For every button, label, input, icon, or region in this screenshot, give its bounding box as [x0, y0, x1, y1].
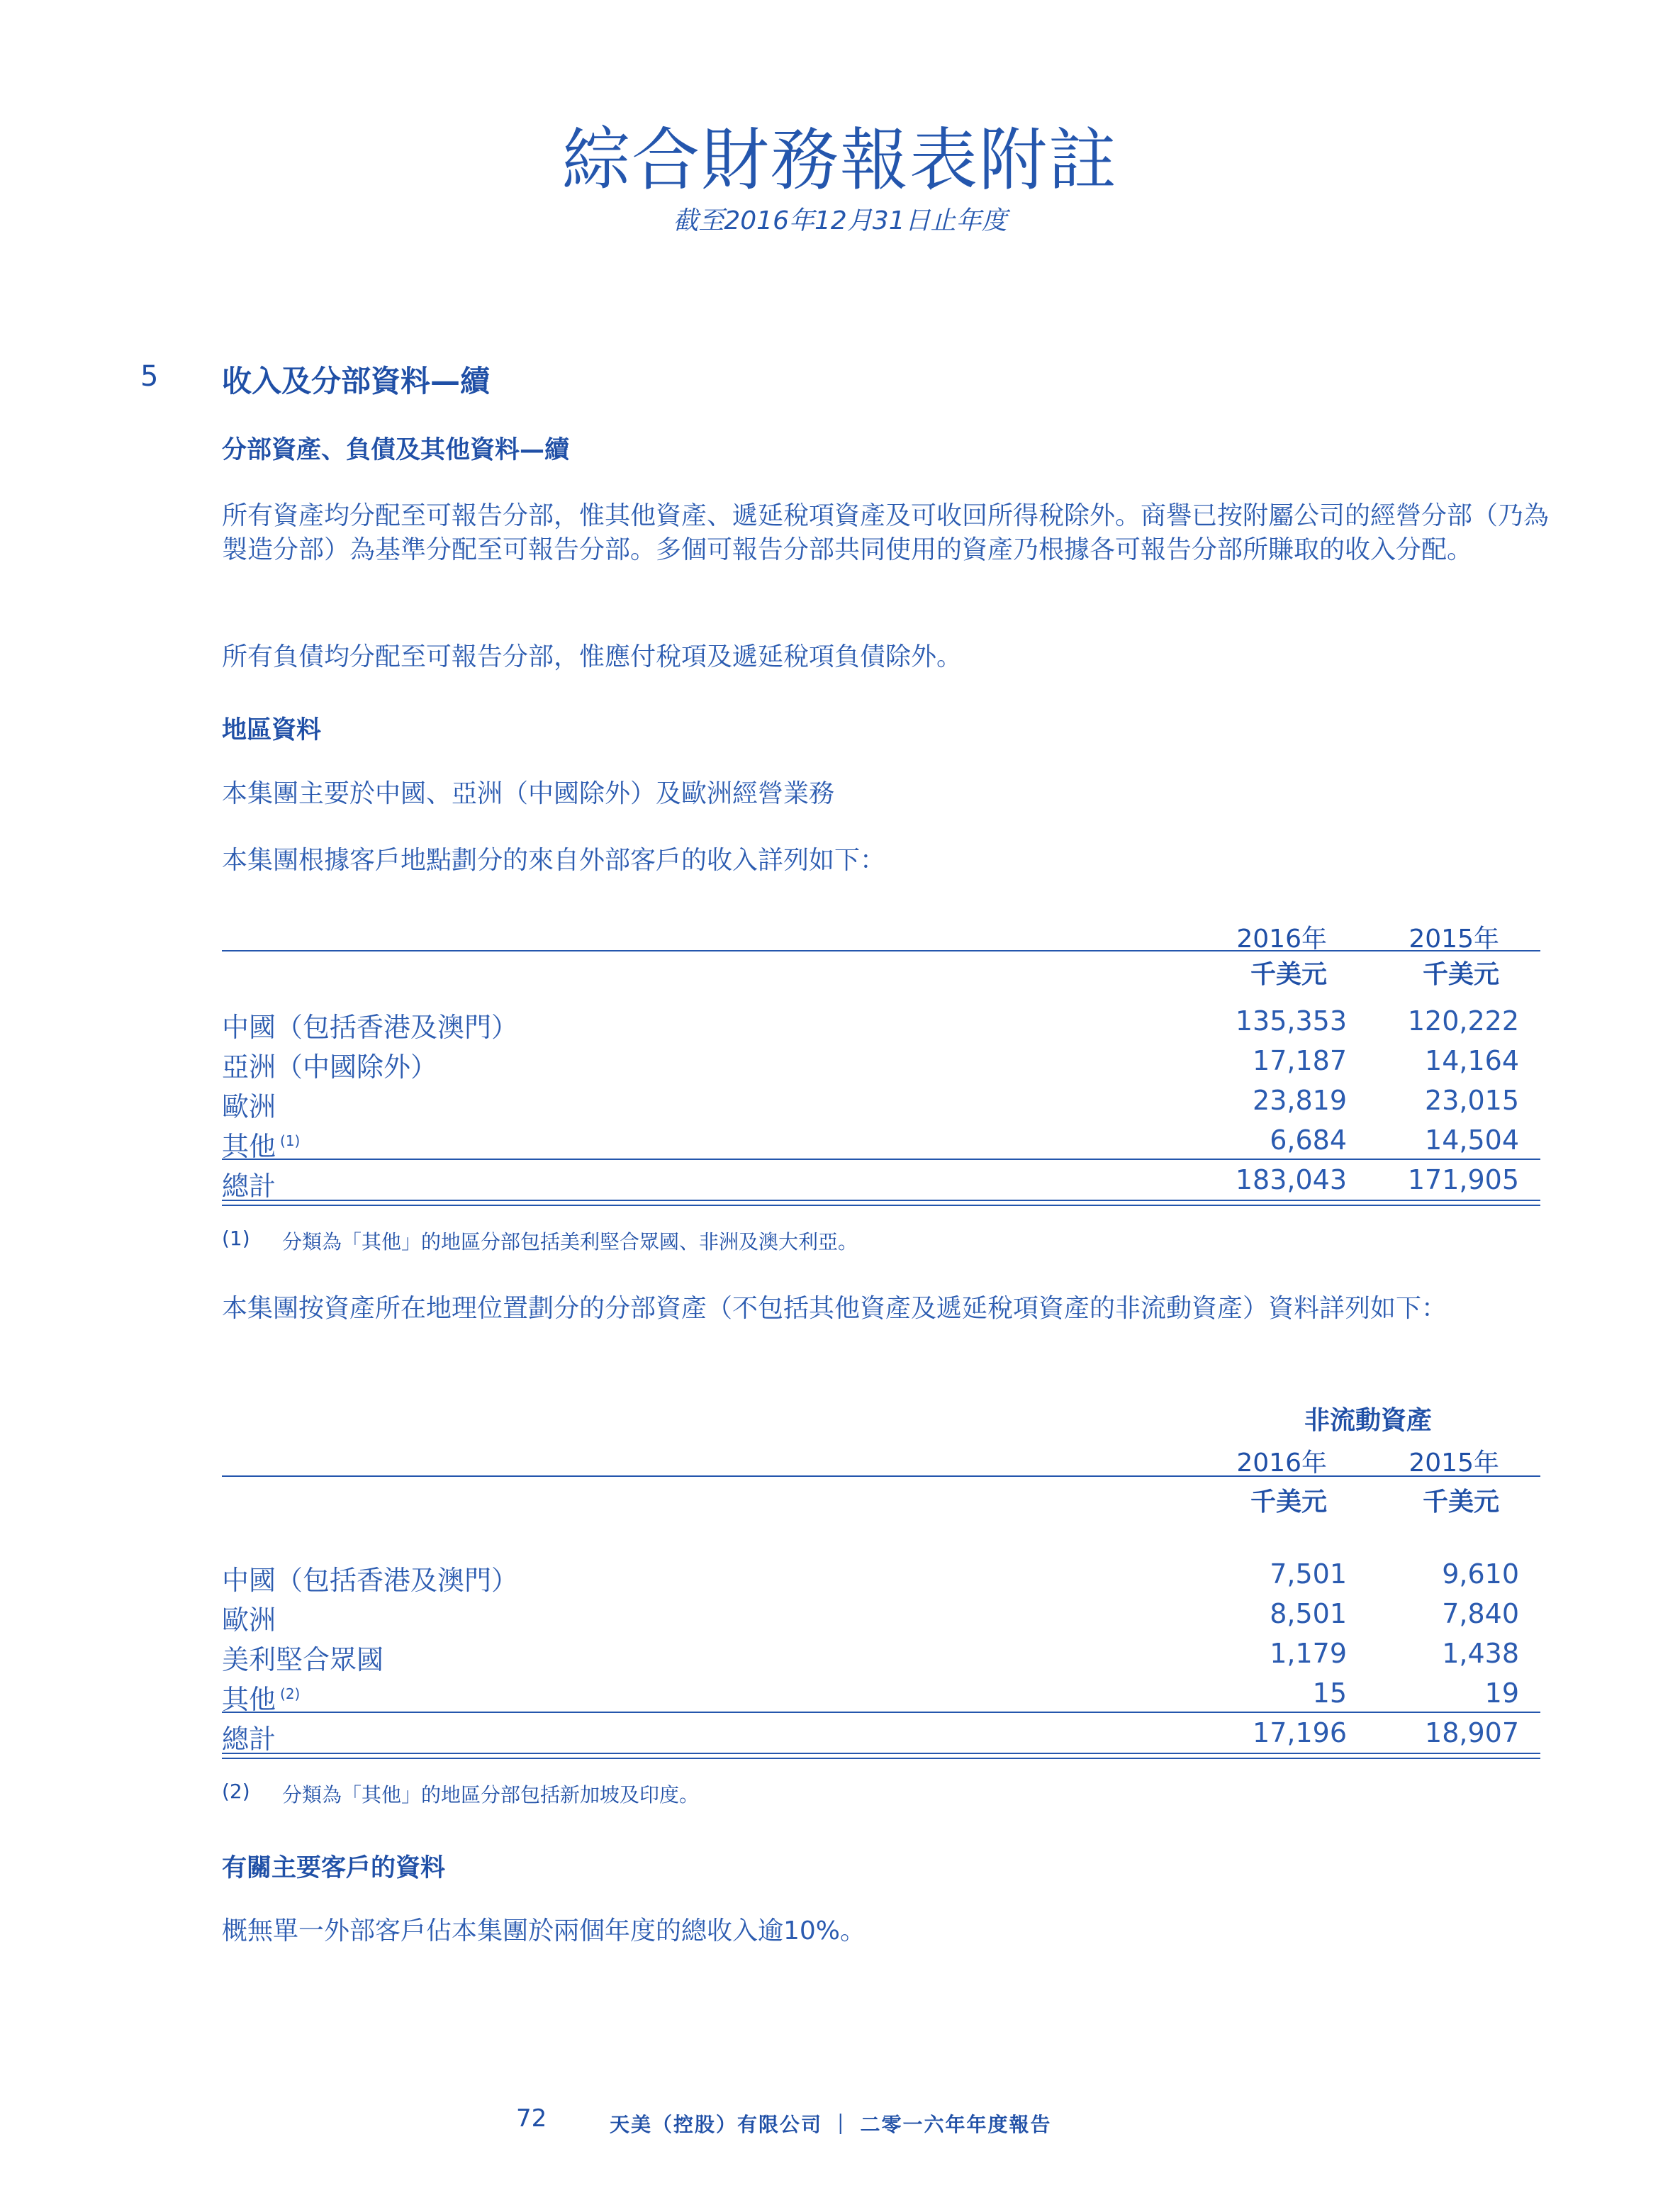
segment-assets-paragraph-1: 所有資產均分配至可報告分部，惟其他資產、遞延稅項資產及可收回所得稅除外。商譽已按附屬公司的經營分部（乃為製造分部）為基準分配至可報告分部。多個可報告分部共同使用的資產乃根據各可報告分部所賺取的收入分配。	[222, 501, 1550, 564]
footnote-1-text: 分類為「其他」的地區分部包括美利堅合眾國、非洲及澳大利亞。	[282, 1230, 858, 1254]
page-title: 綜合財務報表附註	[562, 121, 1118, 200]
row-label: 中國（包括香港及澳門）	[222, 1565, 519, 1596]
value-2015: 19	[1484, 1678, 1519, 1709]
value-2016: 135,353	[1235, 1005, 1347, 1037]
table2-unit-2015: 千美元	[1422, 1487, 1499, 1517]
footnote-ref: (2)	[280, 1685, 301, 1703]
major-customers-text: 概無單一外部客戶佔本集團於兩個年度的總收入逾10%。	[222, 1916, 866, 1946]
total-2016: 183,043	[1235, 1164, 1347, 1195]
segment-assets-heading: 分部資產、負債及其他資料—續	[222, 436, 570, 464]
value-2015: 9,610	[1442, 1558, 1519, 1590]
table2-total-rule	[222, 1712, 1540, 1713]
table1-unit-2015: 千美元	[1422, 960, 1499, 989]
row-label: 其他 $^{(2)}$	[222, 1684, 301, 1715]
section-number: 5	[140, 360, 159, 393]
value-2016: 7,501	[1270, 1558, 1347, 1590]
footer-text: 天美（控股）有限公司 ｜ 二零一六年年度報告	[610, 2113, 1052, 2136]
row-label: 亞洲（中國除外）	[222, 1051, 438, 1083]
table1-header-rule	[222, 950, 1540, 951]
row-label: 歐洲	[222, 1604, 276, 1636]
value-2015: 7,840	[1442, 1598, 1519, 1629]
geo-paragraph-1: 本集團主要於中國、亞洲（中國除外）及歐洲經營業務	[222, 779, 835, 808]
page-subtitle: 截至2016年12月31日止年度	[673, 206, 1007, 235]
table1-total-rule	[222, 1159, 1540, 1160]
major-customers-heading: 有關主要客戶的資料	[222, 1854, 446, 1882]
value-2015: 120,222	[1407, 1005, 1519, 1037]
footnote-2-text: 分類為「其他」的地區分部包括新加坡及印度。	[282, 1783, 700, 1807]
table1-unit-2016: 千美元	[1250, 960, 1327, 989]
footnote-1-mark: (1)	[222, 1227, 250, 1250]
total-2015: 18,907	[1425, 1717, 1519, 1748]
value-2016: 23,819	[1253, 1085, 1347, 1116]
row-label: 中國（包括香港及澳門）	[222, 1012, 519, 1043]
table2-header-rule	[222, 1475, 1540, 1477]
page-number: 72	[516, 2104, 547, 2133]
total-label: 總計	[222, 1171, 276, 1202]
row-label: 歐洲	[222, 1091, 276, 1122]
table2-year-2016: 2016年	[1236, 1449, 1327, 1478]
geo-heading: 地區資料	[222, 716, 322, 744]
assets-paragraph: 本集團按資產所在地理位置劃分的分部資產（不包括其他資產及遞延稅項資產的非流動資產）資料詳列如下：	[222, 1294, 1447, 1323]
table1-year-2016: 2016年	[1236, 925, 1327, 954]
total-2016: 17,196	[1253, 1717, 1347, 1748]
segment-assets-paragraph-2: 所有負債均分配至可報告分部，惟應付稅項及遞延稅項負債除外。	[222, 642, 963, 671]
total-2015: 171,905	[1407, 1164, 1519, 1195]
table1-year-2015: 2015年	[1409, 925, 1499, 954]
table2-group-header: 非流動資產	[1304, 1406, 1432, 1435]
footnote-ref: (1)	[280, 1132, 301, 1150]
footnote-2-mark: (2)	[222, 1780, 250, 1803]
total-label: 總計	[222, 1724, 276, 1755]
value-2016: 6,684	[1270, 1124, 1347, 1156]
table2-unit-2016: 千美元	[1250, 1487, 1327, 1517]
table1-double-rule	[222, 1200, 1540, 1206]
table2-year-2015: 2015年	[1409, 1449, 1499, 1478]
row-label: 美利堅合眾國	[222, 1644, 384, 1675]
value-2016: 8,501	[1270, 1598, 1347, 1629]
value-2016: 1,179	[1270, 1638, 1347, 1669]
value-2016: 15	[1312, 1678, 1347, 1709]
value-2015: 23,015	[1425, 1085, 1519, 1116]
value-2016: 17,187	[1253, 1045, 1347, 1076]
section-title: 收入及分部資料—續	[222, 364, 491, 398]
table2-double-rule	[222, 1753, 1540, 1759]
value-2015: 14,164	[1425, 1045, 1519, 1076]
geo-paragraph-2: 本集團根據客戶地點劃分的來自外部客戶的收入詳列如下：	[222, 846, 886, 875]
row-label: 其他 $^{(1)}$	[222, 1131, 301, 1162]
value-2015: 14,504	[1425, 1124, 1519, 1156]
value-2015: 1,438	[1442, 1638, 1519, 1669]
